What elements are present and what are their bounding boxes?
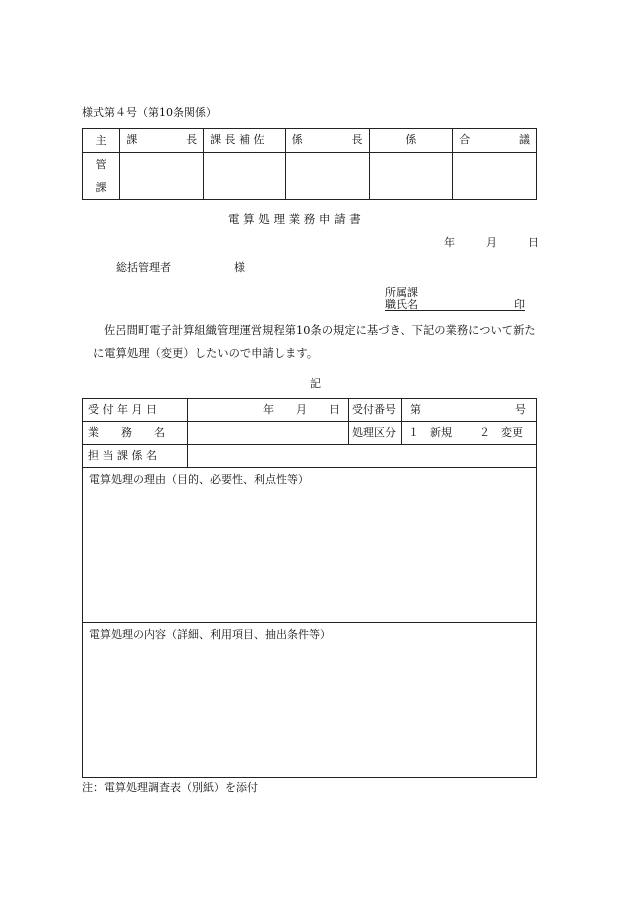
ki-marker: 記 xyxy=(310,377,321,390)
label-task-name: 業 務 名 xyxy=(83,422,188,445)
addressee-honorific: 様 xyxy=(234,261,245,274)
header-kakari: 係 xyxy=(369,129,453,153)
header-gogi: 合 議 xyxy=(453,129,537,153)
department-cell[interactable] xyxy=(188,445,537,468)
date-day: 日 xyxy=(528,236,539,249)
addressee-name: 総括管理者 xyxy=(116,261,171,274)
reason-label: 電算処理の理由（目的、必要性、利点性等） xyxy=(89,473,309,486)
document-title: 電 算 処 理 業 務 申 請 書 xyxy=(228,212,361,226)
content-cell[interactable] xyxy=(83,623,537,778)
date-month: 月 xyxy=(486,236,497,249)
stamp-cell-gogi[interactable] xyxy=(453,153,537,200)
receipt-number-cell[interactable]: 第 号 xyxy=(402,399,537,422)
task-name-cell[interactable] xyxy=(188,422,349,445)
receipt-date-cell[interactable]: 年 月 日 xyxy=(188,399,349,422)
header-kacho: 課 長 xyxy=(120,129,204,153)
label-receipt-number: 受付番号 xyxy=(349,399,402,422)
seal-mark: 印 xyxy=(514,298,525,311)
stamp-cell-kakaricho[interactable] xyxy=(285,153,369,200)
footnote: 注：電算処理調査表（別紙）を添付 xyxy=(82,781,258,794)
label-receipt-date: 受 付 年 月 日 xyxy=(83,399,188,422)
date-line xyxy=(444,234,539,250)
header-kacho-hosa: 課 長 補 佐 xyxy=(204,129,286,153)
side-label-2-3: 管 課 xyxy=(83,153,120,200)
option-change[interactable]: ２ 変更 xyxy=(479,426,523,439)
header-kakaricho: 係 長 xyxy=(285,129,369,153)
reason-cell[interactable] xyxy=(83,468,537,623)
label-department: 担 当 課 係 名 xyxy=(83,445,188,468)
content-label: 電算処理の内容（詳細、利用項目、抽出条件等） xyxy=(89,628,331,641)
side-label-1: 主 xyxy=(83,129,120,153)
dept-label: 所属課 xyxy=(385,286,418,299)
name-label: 職氏名 xyxy=(385,298,418,311)
label-processing-type: 処理区分 xyxy=(349,422,402,445)
stamp-cell-kakari[interactable] xyxy=(369,153,453,200)
form-number: 様式第４号（第10条関係） xyxy=(82,106,217,119)
approval-table xyxy=(82,128,537,200)
body-line-1: 佐呂間町電子計算組織管理運営規程第10条の規定に基づき、下記の業務について新た xyxy=(104,324,536,337)
stamp-cell-kacho-hosa[interactable] xyxy=(204,153,286,200)
request-form-table xyxy=(82,398,537,778)
body-line-2: に電算処理（変更）したいので申請します。 xyxy=(93,347,319,360)
option-new[interactable]: １ 新規 xyxy=(408,426,452,439)
stamp-cell-kacho[interactable] xyxy=(120,153,204,200)
date-year: 年 xyxy=(444,236,455,249)
processing-type-cell[interactable] xyxy=(402,422,537,445)
applicant-name-line[interactable] xyxy=(385,296,525,311)
